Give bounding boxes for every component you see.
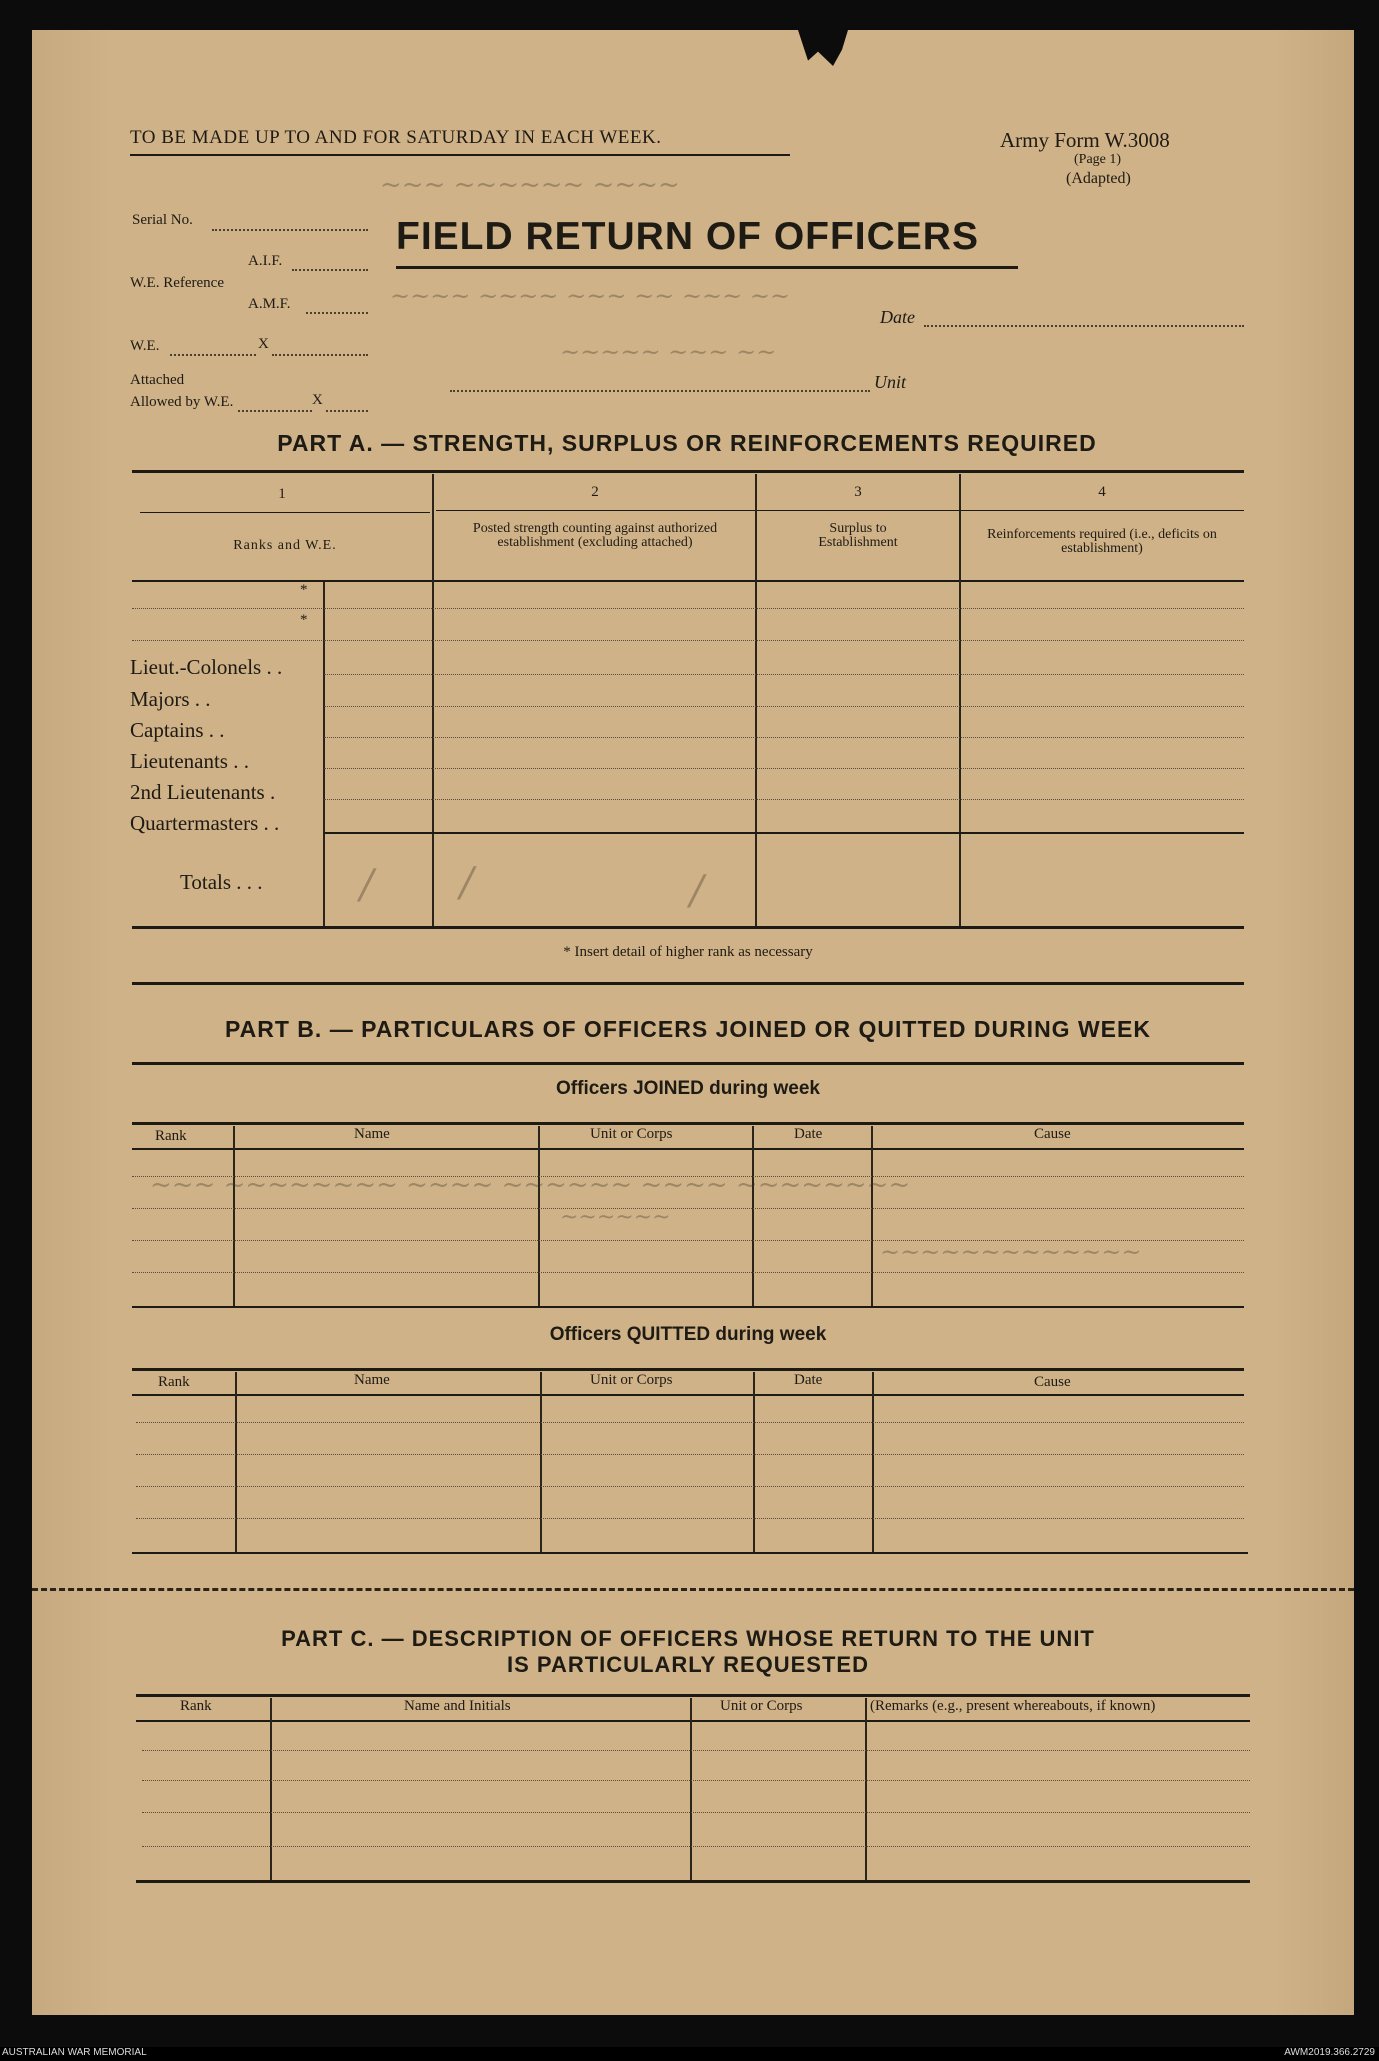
joined-col-divider [233,1126,235,1306]
joined-title: Officers JOINED during week [556,1078,820,1099]
part-c-row[interactable] [142,1812,1250,1813]
strength-row-line[interactable] [324,737,1244,738]
allowed-by-label: Allowed by W.E. [130,394,234,410]
footer-left-credit: AUSTRALIAN WAR MEMORIAL [2,2047,147,2058]
part-c-col-unit: Unit or Corps [720,1698,803,1714]
attached-label: Attached [130,372,185,388]
strength-row-line[interactable] [324,768,1244,769]
quitted-col-divider [753,1372,755,1554]
totals-label: Totals . . . [180,870,263,894]
part-c-col-remarks: (Remarks (e.g., present whereabouts, if known) [870,1698,1156,1714]
strength-row-line[interactable] [324,608,1244,609]
joined-row[interactable] [132,1272,1244,1273]
joined-col-date: Date [794,1126,823,1142]
we-field[interactable] [170,338,256,356]
col-number-3: 3 [854,484,862,500]
part-c-col-rank: Rank [180,1698,212,1714]
part-c-col-divider [270,1698,272,1882]
rank-captains: Captains . . [130,718,225,742]
part-c-row[interactable] [142,1846,1250,1847]
joined-col-divider [538,1126,540,1306]
joined-top-rule [132,1122,1244,1125]
rank-lieut-colonels: Lieut.-Colonels . . [130,655,283,679]
part-c-header-rule [136,1720,1250,1722]
part-b-title: PART B. — PARTICULARS OF OFFICERS JOINED OR QUITTED DURING WEEK [225,1016,1151,1042]
joined-col-name: Name [354,1126,390,1142]
part-c-bottom-rule [136,1880,1250,1883]
part-c-row[interactable] [142,1750,1250,1751]
quitted-col-divider [540,1372,542,1554]
rank-2nd-lieutenants: 2nd Lieutenants . [130,780,276,804]
col-number-rule [140,512,430,513]
col-header-surplus: Surplus to Establishment [818,521,898,550]
quitted-col-date: Date [794,1372,823,1388]
rank-entry-line[interactable] [132,608,322,609]
footer-right-id: AWM2019.366.2729 [1284,2047,1375,2058]
rank-majors: Majors . . [130,687,211,711]
strength-row-line[interactable] [324,706,1244,707]
col-number-1: 1 [278,486,286,502]
part-c-row[interactable] [142,1780,1250,1781]
date-label: Date [880,307,915,327]
pencil-handwriting: ~~~~~~ [560,1205,671,1230]
joined-bottom-rule [132,1306,1244,1308]
joined-col-divider [752,1126,754,1306]
date-field[interactable] [924,309,1244,327]
pencil-handwriting: ~~~~~ ~~~ ~~ [560,338,777,366]
col-header-ranks: Ranks and W.E. [233,538,337,553]
rank-quartermasters: Quartermasters . . [130,811,280,835]
rank-lieutenants: Lieutenants . . [130,749,249,773]
archive-footer [0,2047,1379,2061]
part-a-col-divider [323,582,325,926]
tear-line [32,1588,1354,1591]
part-a-col-divider [755,474,757,926]
part-a-col-divider [432,474,434,926]
col-header-reinforcements: Reinforcements required (i.e., deficits on establishment) [987,527,1217,556]
part-a-top-rule [132,470,1244,473]
quitted-row[interactable] [136,1454,1244,1455]
part-a-footnote: * Insert detail of higher rank as necessary [563,944,813,960]
instruction-underline [130,154,790,156]
quitted-col-cause: Cause [1034,1374,1071,1390]
col-number-4: 4 [1098,484,1106,500]
quitted-col-rank: Rank [158,1374,190,1390]
joined-col-divider [871,1126,873,1306]
form-adapted: (Adapted) [1066,170,1131,187]
pencil-handwriting: ~~~~ ~~~~ ~~~ ~~ ~~~ ~~ [390,282,791,310]
unit-label: Unit [874,372,907,392]
quitted-bottom-rule [132,1552,1248,1554]
quitted-row[interactable] [136,1486,1244,1487]
we-x-field[interactable] [272,338,368,356]
allowed-x-label: X [312,392,323,408]
pencil-handwriting: ~~~ ~~~~~~ ~~~~ [380,170,680,200]
pencil-handwriting: / [360,862,374,908]
quitted-title: Officers QUITTED during week [549,1324,827,1345]
serial-no-label: Serial No. [132,212,193,228]
col-header-posted: Posted strength counting against authorized establishment (excluding attached) [472,521,718,550]
pencil-handwriting: / [690,868,704,914]
we-x-label: X [258,336,269,352]
part-c-col-divider [865,1698,867,1882]
part-a-header-rule [132,580,1244,582]
joined-col-cause: Cause [1034,1126,1071,1142]
part-c-top-rule [136,1694,1250,1697]
part-c-title-line1: PART C. — DESCRIPTION OF OFFICERS WHOSE RETURN TO THE UNIT [281,1626,1095,1651]
part-c-col-divider [690,1698,692,1882]
header-instruction: TO BE MADE UP TO AND FOR SATURDAY IN EACH WEEK. [130,127,662,148]
part-a-bottom-rule [132,926,1244,929]
title-underline [396,266,1018,269]
strength-row-line[interactable] [324,799,1244,800]
form-page: (Page 1) [1074,152,1122,167]
form-number: Army Form W.3008 [1000,128,1170,152]
allowed-x-field[interactable] [326,394,368,412]
unit-field[interactable] [450,374,870,392]
part-a-title: PART A. — STRENGTH, SURPLUS OR REINFORCEMENTS REQUIRED [277,430,1097,456]
strength-row-line[interactable] [324,674,1244,675]
rank-entry-line[interactable] [132,640,322,641]
quitted-col-unit: Unit or Corps [590,1372,673,1388]
col-number-2: 2 [591,484,599,500]
quitted-col-name: Name [354,1372,390,1388]
joined-col-rank: Rank [155,1128,187,1144]
star-marker: * [300,582,308,598]
quitted-row[interactable] [136,1518,1244,1519]
col-number-rule [436,510,1244,511]
amf-label: A.M.F. [248,296,291,312]
star-marker: * [300,612,308,628]
joined-header-rule [132,1148,1244,1150]
quitted-col-divider [235,1372,237,1554]
pencil-handwriting: ~~~~~~~~~~~~~ [880,1238,1142,1266]
pencil-handwriting: / [460,860,474,906]
quitted-col-divider [872,1372,874,1554]
joined-row[interactable] [132,1208,1244,1209]
pencil-handwriting: ~~~ ~~~~~~~~ ~~~~ ~~~~~~ ~~~~ ~~~~~~~~ [150,1170,911,1200]
ranks-bottom-rule [324,832,1244,834]
part-a-end-rule [132,982,1244,985]
aif-field[interactable] [292,253,368,271]
quitted-header-rule [132,1394,1244,1396]
strength-row-line[interactable] [324,640,1244,641]
quitted-row[interactable] [136,1422,1244,1423]
we-reference-label: W.E. Reference [130,275,224,291]
serial-no-field[interactable] [212,213,368,231]
joined-col-unit: Unit or Corps [590,1126,673,1142]
aif-label: A.I.F. [248,253,283,269]
part-c-title-line2: IS PARTICULARLY REQUESTED [507,1652,869,1677]
paper-edge [1354,30,1358,2015]
amf-field[interactable] [306,296,368,314]
part-a-col-divider [959,474,961,926]
document-title: FIELD RETURN OF OFFICERS [396,215,979,258]
part-c-col-name: Name and Initials [404,1698,511,1714]
we-label: W.E. [130,338,160,354]
allowed-by-field[interactable] [238,394,312,412]
part-b-top-rule [132,1062,1244,1065]
quitted-top-rule [132,1368,1244,1371]
